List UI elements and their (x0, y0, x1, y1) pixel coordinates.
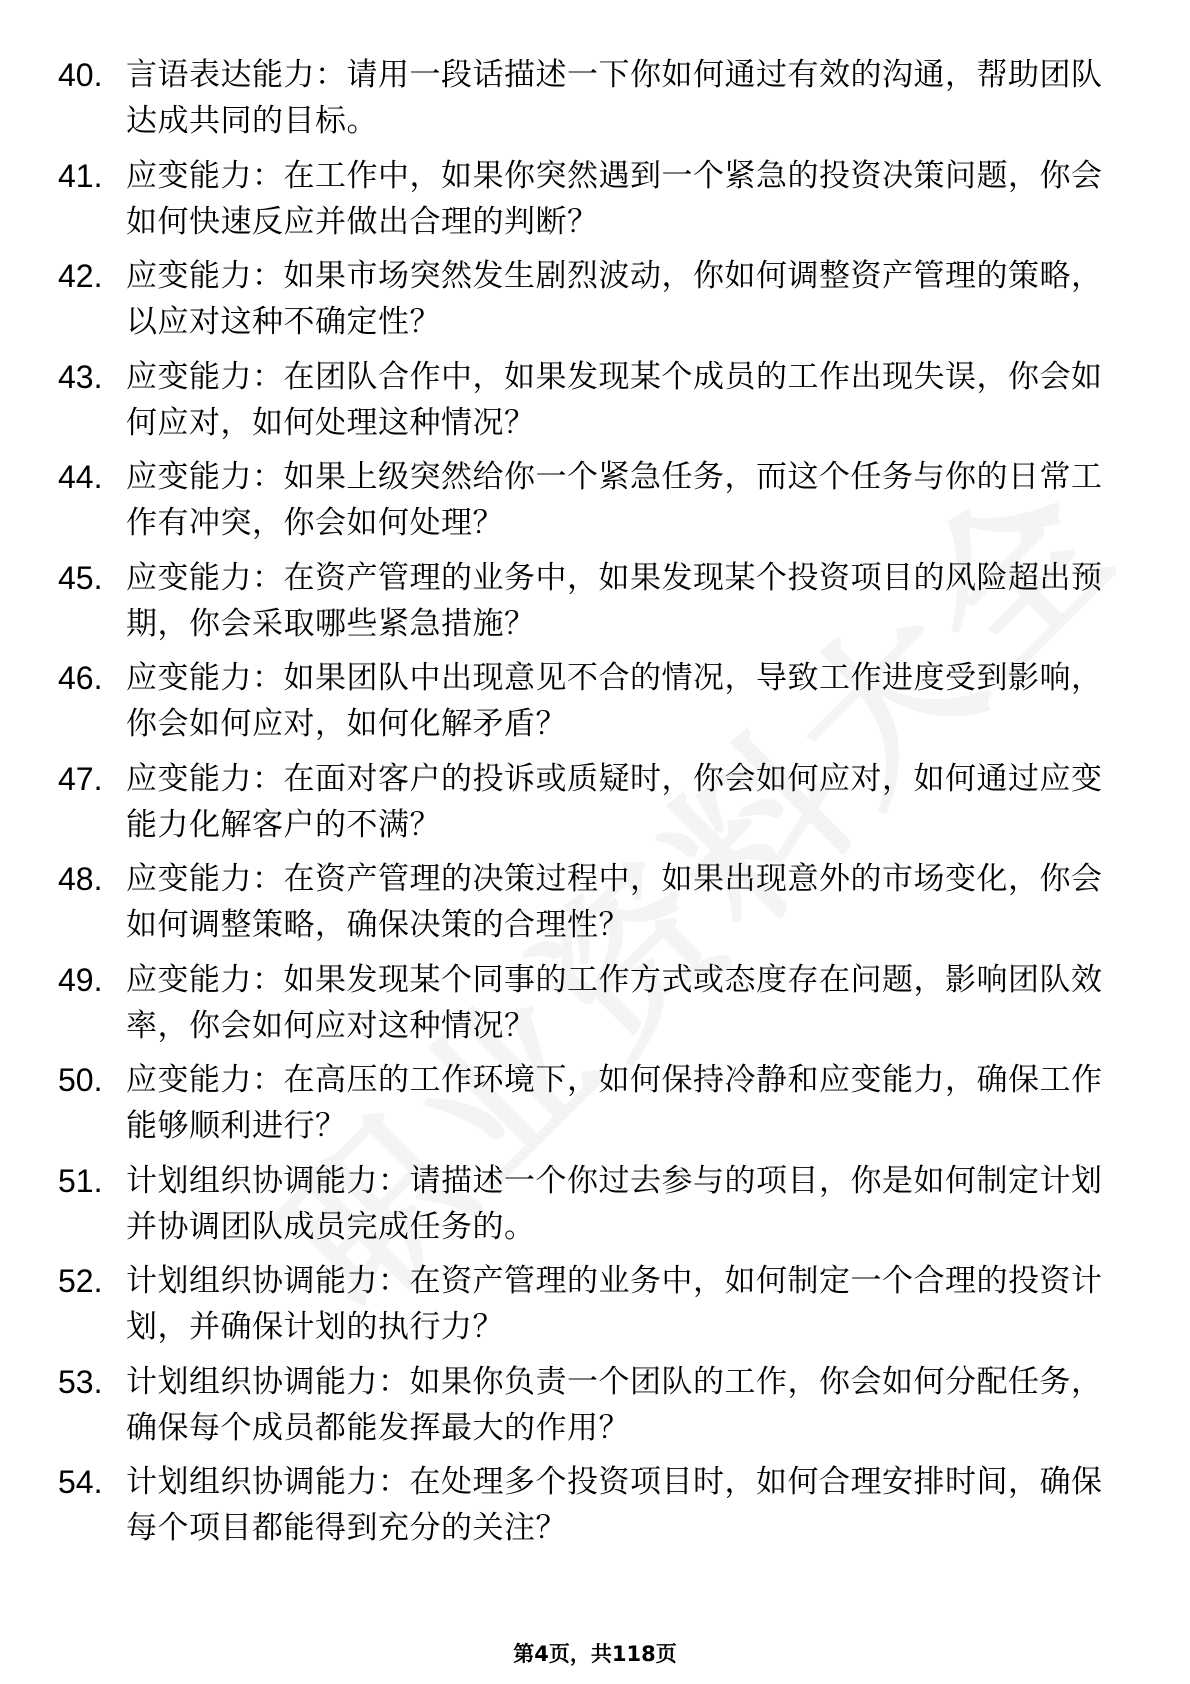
question-number: 53. (58, 1363, 103, 1400)
question-text: 应变能力：在高压的工作环境下，如何保持冷静和应变能力，确保工作能够顺利进行？ (126, 1062, 1103, 1144)
question-item (58, 52, 1138, 153)
question-text: 应变能力：如果市场突然发生剧烈波动，你如何调整资产管理的策略，以应对这种不确定性？ (126, 258, 1103, 340)
question-item (58, 1057, 1138, 1158)
question-text: 应变能力：如果发现某个同事的工作方式或态度存在问题，影响团队效率，你会如何应对这种情况？ (126, 961, 1103, 1044)
question-text: 应变能力：在资产管理的业务中，如果发现某个投资项目的风险超出预期，你会采取哪些紧急措施？ (126, 559, 1103, 642)
question-item (58, 153, 1138, 254)
question-item (58, 555, 1138, 656)
question-text: 应变能力：在工作中，如果你突然遇到一个紧急的投资决策问题，你会如何快速反应并做出合理的判断？ (126, 157, 1103, 240)
question-item (58, 1258, 1138, 1359)
question-text: 应变能力：如果团队中出现意见不合的情况，导致工作进度受到影响，你会如何应对，如何化解矛盾？ (126, 660, 1103, 742)
question-text: 应变能力：在团队合作中，如果发现某个成员的工作出现失误，你会如何应对，如何处理这种情况？ (126, 358, 1103, 441)
question-text: 应变能力：在面对客户的投诉或质疑时，你会如何应对，如何通过应变能力化解客户的不满？ (126, 760, 1103, 843)
question-number: 43. (58, 358, 103, 395)
question-number: 48. (58, 861, 103, 897)
question-item (58, 756, 1138, 857)
question-number: 52. (58, 1263, 103, 1299)
question-item (58, 1158, 1138, 1259)
question-number: 54. (58, 1464, 103, 1500)
question-number: 45. (58, 559, 103, 596)
question-item (58, 354, 1138, 455)
question-text: 应变能力：如果上级突然给你一个紧急任务，而这个任务与你的日常工作有冲突，你会如何处理？ (126, 459, 1103, 541)
question-text: 计划组织协调能力：在资产管理的业务中，如何制定一个合理的投资计划，并确保计划的执行力？ (126, 1263, 1103, 1345)
question-number: 40. (58, 57, 103, 93)
question-text: 言语表达能力：请用一段话描述一下你如何通过有效的沟通，帮助团队达成共同的目标。 (126, 57, 1103, 139)
question-number: 46. (58, 660, 103, 696)
question-item (58, 1459, 1138, 1560)
question-number: 49. (58, 961, 103, 998)
question-text: 计划组织协调能力：请描述一个你过去参与的项目，你是如何制定计划并协调团队成员完成任务的。 (126, 1162, 1103, 1245)
question-number: 51. (58, 1162, 103, 1199)
question-item (58, 454, 1138, 555)
question-list (58, 52, 1138, 1560)
question-number: 47. (58, 760, 103, 797)
question-number: 42. (58, 258, 103, 294)
question-item (58, 856, 1138, 957)
question-item (58, 655, 1138, 756)
question-text: 计划组织协调能力：如果你负责一个团队的工作，你会如何分配任务，确保每个成员都能发挥最大的作用？ (126, 1363, 1103, 1446)
question-text: 计划组织协调能力：在处理多个投资项目时，如何合理安排时间，确保每个项目都能得到充分的关注？ (126, 1464, 1103, 1546)
question-item (58, 253, 1138, 354)
question-number: 44. (58, 459, 103, 495)
question-text: 应变能力：在资产管理的决策过程中，如果出现意外的市场变化，你会如何调整策略，确保决策的合理性？ (126, 861, 1103, 943)
question-number: 41. (58, 157, 103, 194)
question-number: 50. (58, 1062, 103, 1098)
question-item (58, 957, 1138, 1058)
page-footer: 第4页，共118页 (513, 1642, 677, 1666)
question-item (58, 1359, 1138, 1460)
